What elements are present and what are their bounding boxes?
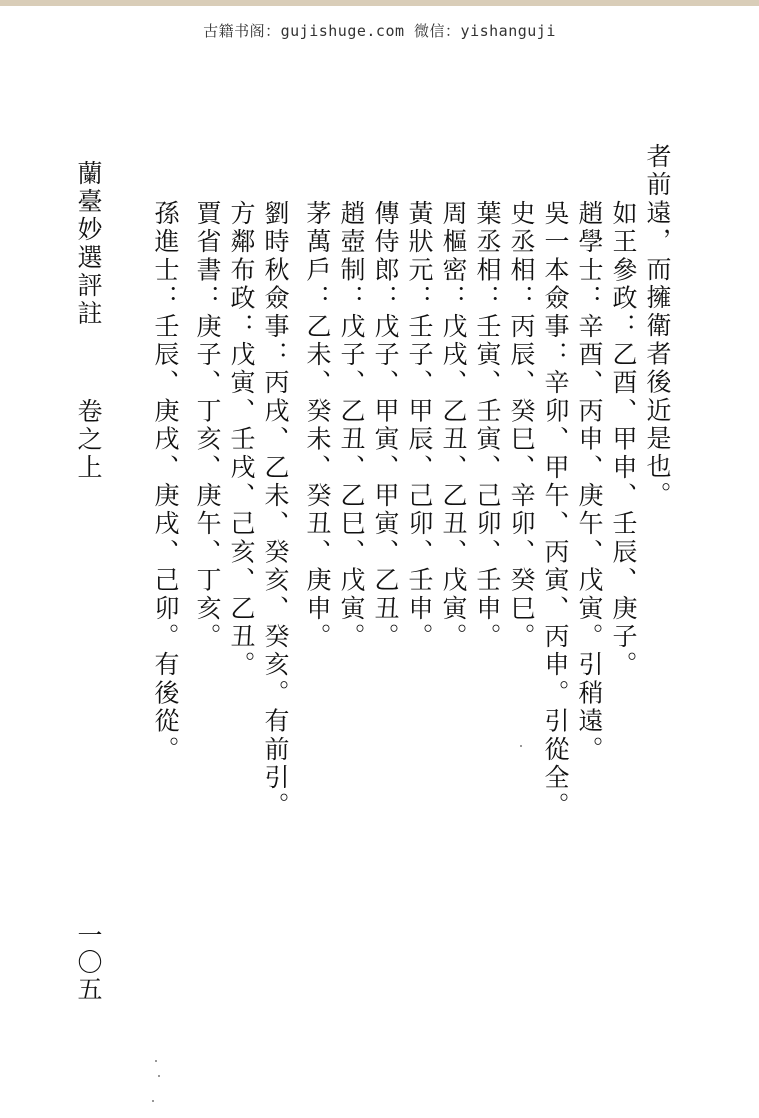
text-column-2: 如王參政：乙酉、甲申、壬辰、庚子。 — [609, 200, 638, 680]
watermark-text: 古籍书阁：gujishuge.com 微信：yishanguji — [203, 22, 556, 40]
text-column-5: 史丞相：丙辰、癸巳、辛卯、癸巳。 — [507, 200, 536, 652]
top-border — [0, 0, 759, 6]
text-column-15: 孫進士：壬辰、庚戌、庚戌、己卯。有後從。 — [151, 200, 180, 764]
text-column-4: 吳一本僉事：辛卯、甲午、丙寅、丙申。引從全。 — [541, 200, 570, 821]
page-number: 一〇五 — [74, 922, 103, 1003]
text-column-8: 黃狀元：壬子、甲辰、己卯、壬申。 — [405, 200, 434, 652]
scan-speck — [158, 1075, 160, 1077]
scan-speck — [152, 1100, 154, 1102]
text-column-9: 傳侍郎：戊子、甲寅、甲寅、乙丑。 — [371, 200, 400, 652]
text-column-3: 趙學士：辛酉、丙申、庚午、戊寅。引稍遠。 — [575, 200, 604, 764]
text-column-6: 葉丞相：壬寅、壬寅、己卯、壬申。 — [473, 200, 502, 652]
text-column-10: 趙壺制：戊子、乙丑、乙巳、戊寅。 — [337, 200, 366, 652]
scan-speck — [155, 1060, 157, 1062]
text-column-13: 方鄰布政：戊寅、壬戌、己亥、乙丑。 — [227, 200, 256, 680]
scan-speck — [520, 745, 522, 747]
text-column-12: 劉時秋僉事：丙戌、乙未、癸亥、癸亥。有前引。 — [261, 200, 290, 821]
text-column-14: 賈省書：庚子、丁亥、庚午、丁亥。 — [193, 200, 222, 652]
book-title: 蘭臺妙選評註 — [74, 160, 103, 328]
text-column-11: 茅萬戶：乙未、癸未、癸丑、庚申。 — [303, 200, 332, 652]
text-column-1: 者前遠，而擁衛者後近是也。 — [643, 143, 672, 510]
text-column-7: 周樞密：戊戌、乙丑、乙丑、戊寅。 — [439, 200, 468, 652]
volume-label: 卷之上 — [74, 398, 103, 482]
